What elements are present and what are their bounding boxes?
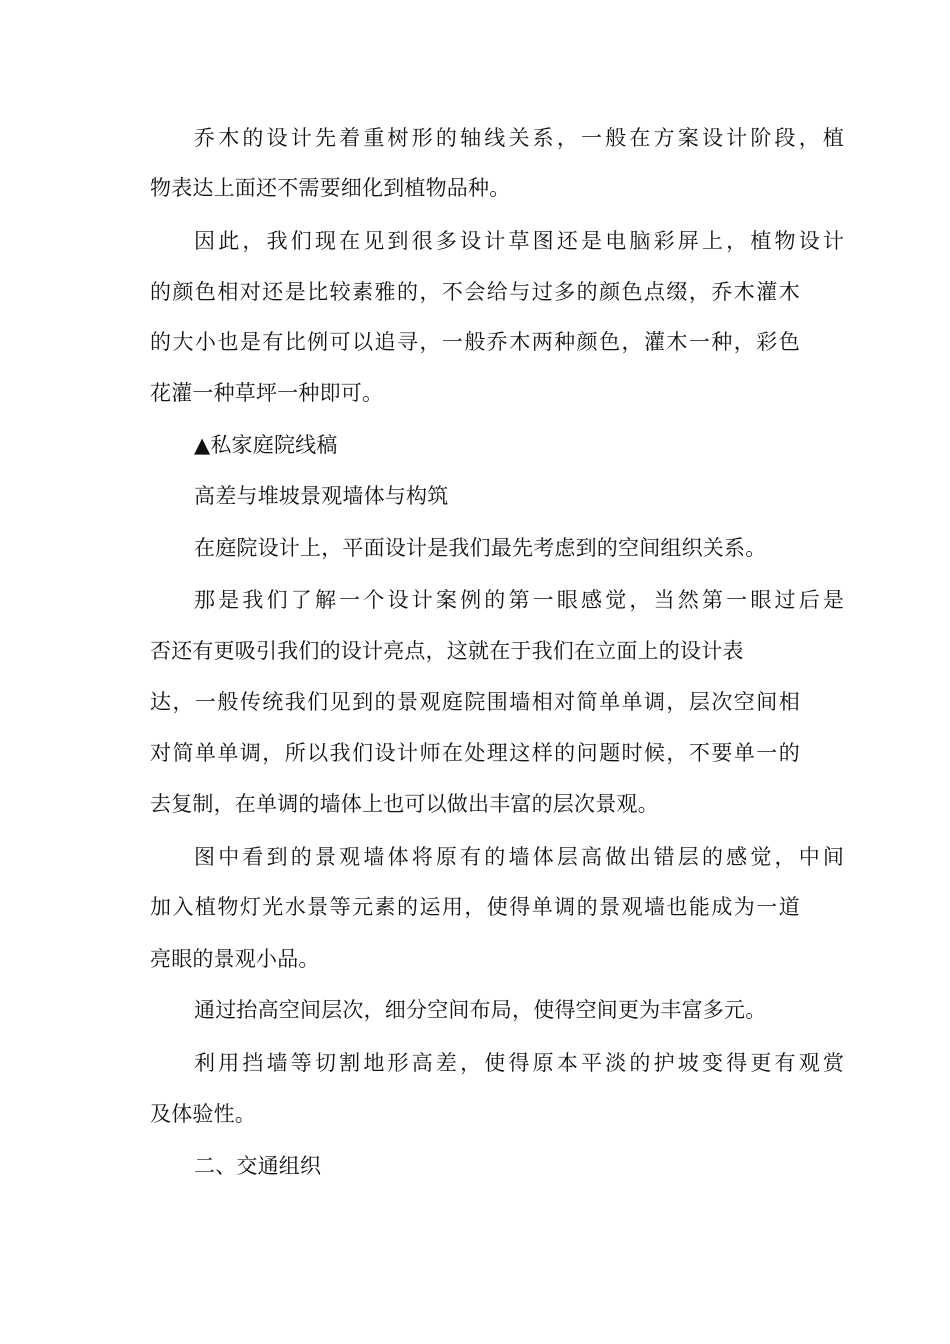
- paragraph-line: 花灌一种草坪一种即可。: [150, 381, 384, 405]
- paragraph-line: 去复制，在单调的墙体上也可以做出丰富的层次景观。: [150, 792, 659, 816]
- paragraph-line: 图 中 看 到 的 景 观 墙 体 将 原 有 的 墙 体 层 高 做 出 错 层 的 感 觉 ， 中 间: [194, 845, 844, 869]
- paragraph-line: 物表达上面还不需要细化到植物品种。: [150, 176, 511, 200]
- section-heading: 高差与堆坡景观墙体与构筑: [194, 484, 449, 508]
- paragraph-line: 否还有更吸引我们的设计亮点，这就在于我们在立面上的设计表: [150, 639, 744, 663]
- paragraph-line: 达 ， 一 般 传 统 我 们 见 到 的 景 观 庭 院 围 墙 相 对 简 单 单 调 ， 层 次 空 间 相: [150, 690, 800, 714]
- paragraph-line: 亮眼的景观小品。: [150, 947, 320, 971]
- paragraph-line: 那 是 我 们 了 解 一 个 设 计 案 例 的 第 一 眼 感 觉 ， 当 然 第 一 眼 过 后 是: [194, 588, 844, 612]
- paragraph-line: 利 用 挡 墙 等 切 割 地 形 高 差 ， 使 得 原 本 平 淡 的 护 坡 变 得 更 有 观 赏: [194, 1051, 844, 1075]
- paragraph-line: 的 颜 色 相 对 还 是 比 较 素 雅 的 ， 不 会 给 与 过 多 的 颜 色 点 缀 ， 乔 木 灌 木: [150, 280, 800, 304]
- paragraph-line: 对 简 单 单 调 ， 所 以 我 们 设 计 师 在 处 理 这 样 的 问 题 时 候 ， 不 要 单 一 的: [150, 741, 800, 765]
- paragraph-line: 加 入 植 物 灯 光 水 景 等 元 素 的 运 用 ， 使 得 单 调 的 景 观 墙 也 能 成 为 一 道: [150, 895, 800, 919]
- section-heading: 二、交通组织: [194, 1154, 322, 1178]
- paragraph-line: 及体验性。: [150, 1102, 256, 1126]
- paragraph-line: 在庭院设计上，平面设计是我们最先考虑到的空间组织关系。: [194, 536, 767, 560]
- paragraph-line: 的 大 小 也 是 有 比 例 可 以 追 寻 ， 一 般 乔 木 两 种 颜 色 ， 灌 木 一 种 ， 彩 色: [150, 330, 800, 354]
- paragraph-line: 乔 木 的 设 计 先 着 重 树 形 的 轴 线 关 系 ， 一 般 在 方 案 设 计 阶 段 ， 植: [194, 126, 844, 150]
- paragraph-line: 因 此 ， 我 们 现 在 见 到 很 多 设 计 草 图 还 是 电 脑 彩 屏 上 ， 植 物 设 计: [194, 229, 844, 253]
- image-caption: ▲私家庭院线稿: [194, 433, 338, 457]
- paragraph-line: 通过抬高空间层次，细分空间布局，使得空间更为丰富多元。: [194, 998, 767, 1022]
